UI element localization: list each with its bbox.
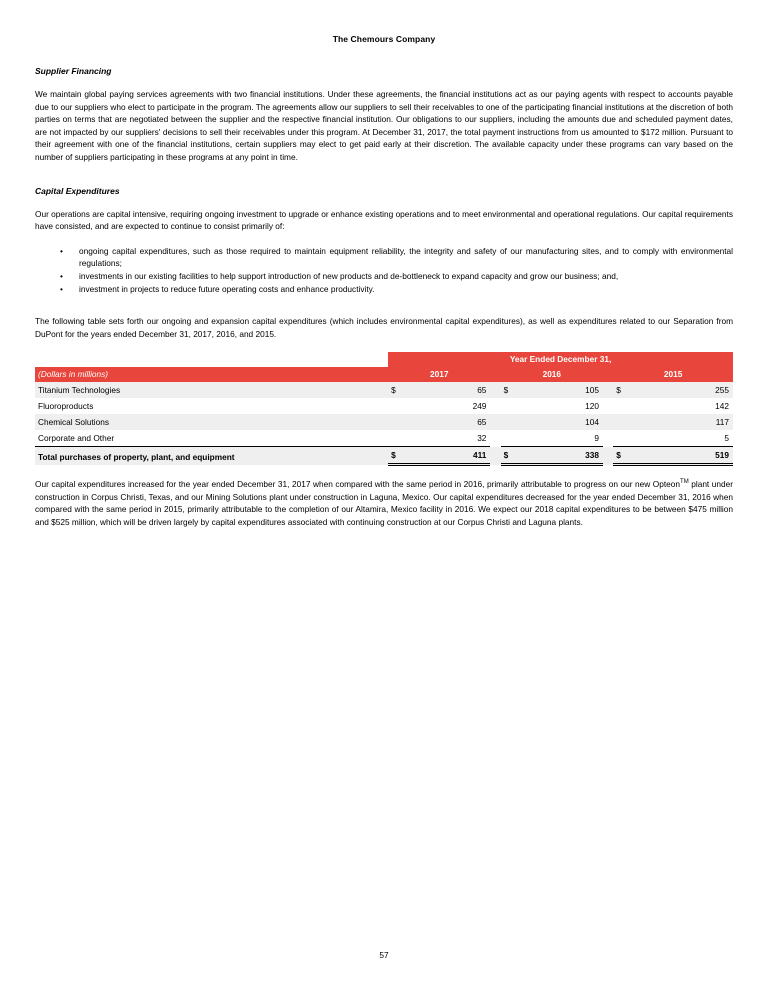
- row-label: Fluoroproducts: [35, 398, 388, 414]
- supplier-financing-paragraph: We maintain global paying services agreements with two financial institutions. Under these agreements, the financial institutions act as our paying agents with respect to accounts payable due to our suppliers who elect to participate in the program. The agreements allow our suppliers to sell their receivables to one of the participating financial institutions at the discretion of both parties on terms that are negotiated between the supplier and the respective financial institution. Our obligations to our suppliers, including the amounts due and scheduled payment dates, are not impacted by our suppliers' decisions to sell their receivables under this program. At December 31, 2017, the total payment instructions from us amounted to $172 million. Pursuant to their agreement with one of the financial institutions, certain suppliers may elect to get paid early at their discretion. The available capacity under these programs can vary based on the number of suppliers participating in these programs at any point in time.: [35, 89, 733, 162]
- table-row: [35, 430, 733, 447]
- row-value-2017: 249: [405, 398, 490, 414]
- total-value-2017: 411: [405, 447, 490, 465]
- closing-text-part-2: plant under construction in Corpus Christi, Texas, and our Mining Solutions plant under construction in Laguna, Mexico. Our capital expenditures decreased for the year ended December 31, 2016 when compared with the same period in 2015, primarily attributable to the completion of our Altamira, Mexico facility in 2016. We expect our 2018 capital expenditures to be between $475 million and $525 million, which will be driven largely by capital expenditures associated with continuing construction at our Corpus Christi and Laguna plants.: [35, 479, 734, 527]
- trademark-mark: TM: [680, 479, 689, 486]
- row-value-2015: 142: [631, 398, 733, 414]
- currency-symbol: $: [501, 382, 518, 398]
- row-value-2017: 32: [405, 430, 490, 447]
- table-row: [35, 398, 733, 414]
- table-column-header-2015: 2015: [613, 367, 733, 382]
- row-value-2015: 5: [631, 430, 733, 447]
- currency-symbol: $: [388, 382, 405, 398]
- page-number: 57: [379, 950, 389, 960]
- capital-expenditures-intro: Our operations are capital intensive, requiring ongoing investment to upgrade or enhance existing operations and to meet environmental and operational regulations. Our capital requirements have consisted, and are expected to continue to consist primarily of:: [35, 208, 733, 232]
- spacer: [35, 466, 733, 476]
- row-label: Chemical Solutions: [35, 414, 388, 430]
- total-row-label: Total purchases of property, plant, and equipment: [35, 447, 388, 465]
- table-header-row: [35, 367, 733, 382]
- page-title: The Chemours Company: [332, 34, 436, 44]
- currency-symbol: $: [613, 382, 630, 398]
- bullet-icon: •: [60, 245, 63, 256]
- bullet-icon: •: [60, 270, 63, 281]
- list-item-text: investment in projects to reduce future operating costs and enhance productivity.: [79, 283, 375, 294]
- capital-requirements-list: [35, 245, 733, 295]
- capex-closing-paragraph: [35, 476, 733, 528]
- row-value-2015: 117: [631, 414, 733, 430]
- table-column-header-2016: 2016: [501, 367, 603, 382]
- currency-symbol: $: [388, 447, 405, 465]
- table-spanner-label: Year Ended December 31,: [388, 352, 733, 367]
- row-value-2015: 255: [631, 382, 733, 398]
- list-item: [35, 270, 733, 283]
- section-heading-capital-expenditures: Capital Expenditures: [35, 185, 120, 196]
- row-label: Corporate and Other: [35, 430, 388, 447]
- row-value-2016: 9: [518, 430, 603, 447]
- currency-symbol: $: [501, 447, 518, 465]
- list-item-text: ongoing capital expenditures, such as those required to maintain equipment reliability, the integrity and safety of our manufacturing sites, and to comply with environmental regulations;: [79, 245, 733, 269]
- spacer: [35, 176, 733, 186]
- total-value-2015: 519: [631, 447, 733, 465]
- table-spanner-row: [35, 352, 733, 367]
- row-value-2016: 104: [518, 414, 603, 430]
- spacer: [35, 305, 733, 315]
- section-heading-supplier-financing: Supplier Financing: [35, 66, 112, 76]
- table-total-row: [35, 447, 733, 465]
- row-value-2017: 65: [405, 414, 490, 430]
- closing-text-part-1: Our capital expenditures increased for the year ended December 31, 2017 when compared with the same period in 2016, primarily attributable to progress on our new Opteon: [35, 479, 681, 490]
- row-value-2016: 120: [518, 398, 603, 414]
- table-units-label: (Dollars in millions): [35, 367, 388, 382]
- row-label: Titanium Technologies: [35, 382, 388, 398]
- row-value-2016: 105: [518, 382, 603, 398]
- table-row: [35, 382, 733, 398]
- table-column-header-2017: 2017: [388, 367, 490, 382]
- row-value-2017: 65: [405, 382, 490, 398]
- capital-expenditures-table: [35, 352, 733, 466]
- total-value-2016: 338: [518, 447, 603, 465]
- table-row: [35, 414, 733, 430]
- bullet-icon: •: [60, 283, 63, 294]
- list-item-text: investments in our existing facilities to help support introduction of new products and de-bottleneck to expand capacity and grow our business; and,: [79, 270, 619, 281]
- currency-symbol: $: [613, 447, 630, 465]
- list-item: [35, 245, 733, 270]
- capex-table-lead-in: The following table sets forth our ongoing and expansion capital expenditures (which includes environmental capital expenditures), as well as expenditures related to our Separation from DuPont for the years ended December 31, 2017, 2016, and 2015.: [35, 316, 733, 339]
- list-item: [35, 283, 733, 296]
